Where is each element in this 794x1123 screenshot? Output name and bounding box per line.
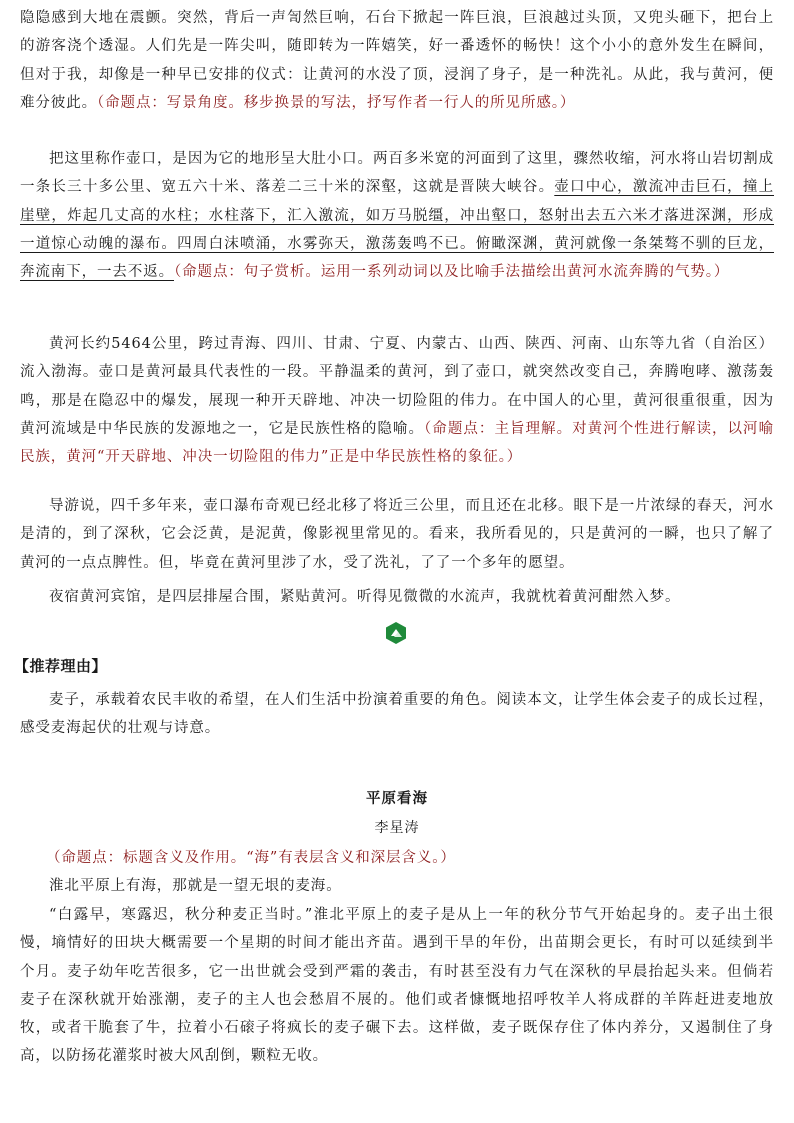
recommend-heading: 【推荐理由】 [14,657,108,675]
paragraph-3-text: 黄河长约5464公里，跨过青海、四川、甘肃、宁夏、内蒙古、山西、陕西、河南、山东等九省（自治区）流入渤海。壶口是黄河最具代表性的一段。平静温柔的黄河，到了壶口，就突然改变自己，奔腾咆哮、激荡轰鸣，那是在隐忍中的爆发，展现一种开天辟地、冲决一切险阻的伟力。在中国人的心里，黄河很重很重，因为黄河流域是中华民族的发源地之一，它是民族性格的隐喻。 [20,336,774,437]
question-note-4: （命题点：标题含义及作用。“海”有表层含义和深层含义。） [46,850,456,866]
question-note-3: （命题点：主旨理解。对黄河个性进行解读，以河喻民族，黄河“开天辟地、冲决一切险阻的伟力”正是中华民族性格的象征。） [20,420,774,466]
article-author: 李星涛 [374,820,420,836]
paragraph-2-text: 把这里称作壶口，是因为它的地形呈大肚小口。两百多米宽的河面到了这里，骤然收缩，河水将山岩切割成一条长三十多公里、宽五六十米、落差二三十米的深壑，这就是晋陕大峡谷。 [20,151,774,196]
paragraph-5: 夜宿黄河宾馆，是四层排屋合围，紧贴黄河。听得见微微的水流声，我就枕着黄河酣然入梦。 [49,589,681,605]
article-title: 平原看海 [366,791,428,807]
paragraph-1-text: 隐隐感到大地在震颤。突然，背后一声訇然巨响，石台下掀起一阵巨浪，巨浪越过头顶，又兜头砸下，把台上的游客浇个透湿。人们先是一阵尖叫，随即转为一阵嬉笑，好一番透怀的畅快！这个小小的意外发生在瞬间，但对于我，却像是一种早已安排的仪式：让黄河的水没了顶，浸润了身子，是一种洗礼。从此，我与黄河，便难分彼此。 [20,10,774,111]
question-note-2: （命题点：句子赏析。运用一系列动词以及比喻手法描绘出黄河水流奔腾的气势。） [174,264,730,281]
paragraph-4: 导游说，四千多年来，壶口瀑布奇观已经北移了将近三公里，而且还在北移。眼下是一片浓绿的春天，河水是清的，到了深秋，它会泛黄，是泥黄，像影视里常见的。看来，我所看见的，只是黄河的一瞬，也只了解了黄河的一点点脾性。但，毕竟在黄河里涉了水，受了洗礼，了了一个多年的愿望。 [20,498,774,571]
paragraph-2 [20,145,774,286]
underlined-passage: 壶口中心，激流冲击巨石，撞上崖壁，炸起几丈高的水柱；水柱落下，汇入激流，如万马脱缰，冲出壑口，怒射出去五六米才落进深渊，形成一道惊心动魄的瀑布。四周白沫喷涌，水雾弥天，激荡轰鸣不已。俯瞰深渊，黄河就像一条桀骜不驯的巨龙，奔流南下，一去不返。 [20,179,774,281]
paragraph-1 [20,4,774,117]
paragraph-3 [20,330,774,471]
green-hexagon-icon [385,621,407,645]
article-paragraph-2: “白露早，寒露迟，秋分种麦正当时。”淮北平原上的麦子是从上一年的秋分节气开始起身的。麦子出土很慢，墒情好的田块大概需要一个星期的时间才能出齐苗。遇到干旱的年份，出苗期会更长，有时可以延续到半个月。麦子幼年吃苦很多，它一出世就会受到严霜的袭击，有时甚至没有力气在深秋的早晨抬起头来。但倘若麦子在深秋就开始涨潮，麦子的主人也会愁眉不展的。他们或者慷慨地招呼牧羊人将成群的羊阵赶进麦地放牧，或者干脆套了牛，拉着小石磙子将疯长的麦子碾下去。这样做，麦子既保存住了体内养分，又遏制住了身高，以防扬花灌浆时被大风刮倒，颗粒无收。 [20,907,774,1065]
article-paragraph-1: 淮北平原上有海，那就是一望无垠的麦海。 [49,878,342,894]
recommend-text: 麦子，承载着农民丰收的希望，在人们生活中扮演着重要的角色。阅读本文，让学生体会麦子的成长过程，感受麦海起伏的壮观与诗意。 [20,692,774,737]
question-note-1: （命题点：写景角度。移步换景的写法，抒写作者一行人的所见所感。） [97,94,576,111]
